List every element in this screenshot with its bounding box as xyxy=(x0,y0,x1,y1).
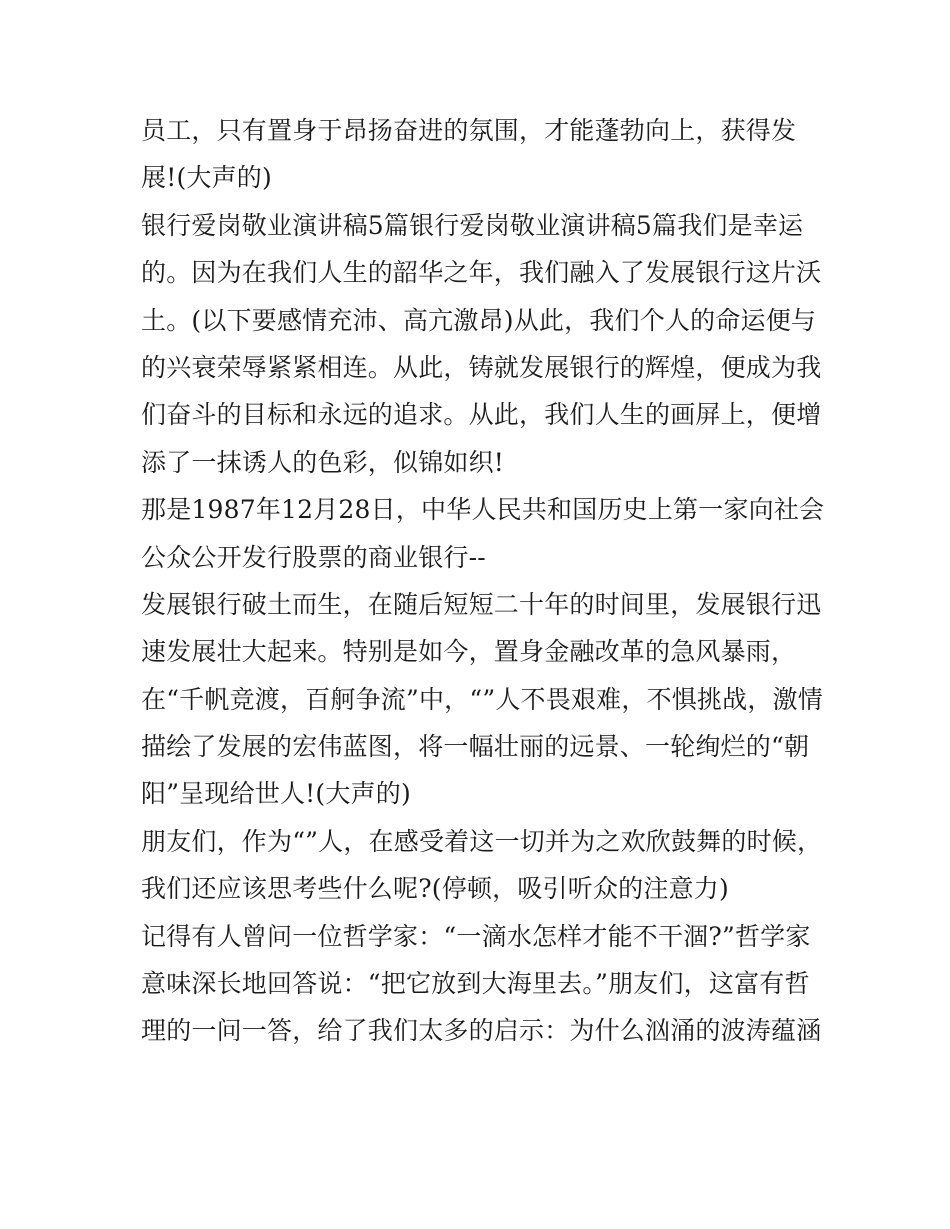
text-line: 公众公开发行股票的商业银行-- xyxy=(141,542,486,572)
text-line: 们奋斗的目标和永远的追求。从此，我们人生的画屏上，便增 xyxy=(141,400,822,430)
text-line: 那是1987年12月28日，中华人民共和国历史上第一家向社会 xyxy=(141,495,825,525)
text-line: 的兴衰荣辱紧紧相连。从此，铸就发展银行的辉煌，便成为我 xyxy=(141,352,822,382)
text-line: 朋友们，作为“”人，在感受着这一切并为之欢欣鼓舞的时候， xyxy=(141,826,823,856)
text-line: 在“千帆竞渡，百舸争流”中，“”人不畏艰难，不惧挑战，激情 xyxy=(141,684,823,714)
text-line: 添了一抹诱人的色彩，似锦如织! xyxy=(141,447,505,477)
text-line: 记得有人曾问一位哲学家：“一滴水怎样才能不干涸?”哲学家 xyxy=(141,921,811,951)
text-line: 理的一问一答，给了我们太多的启示：为什么汹涌的波涛蕴涵 xyxy=(141,1016,822,1046)
text-line: 的。因为在我们人生的韶华之年，我们融入了发展银行这片沃 xyxy=(141,258,822,288)
text-line: 阳”呈现给世人!(大声的) xyxy=(141,779,411,809)
text-line: 描绘了发展的宏伟蓝图，将一幅壮丽的远景、一轮绚烂的“朝 xyxy=(141,732,810,762)
text-line: 我们还应该思考些什么呢?(停顿，吸引听众的注意力) xyxy=(141,874,729,904)
text-line: 土。(以下要感情充沛、高亢激昂)从此，我们个人的命运便与 xyxy=(141,305,817,335)
text-line: 意味深长地回答说：“把它放到大海里去。”朋友们，这富有哲 xyxy=(141,969,810,999)
speech-text-body xyxy=(141,107,825,1055)
text-line: 员工，只有置身于昂扬奋进的氛围，才能蓬勃向上，获得发 xyxy=(141,116,797,145)
text-line: 发展银行破土而生，在随后短短二十年的时间里，发展银行迅 xyxy=(141,589,822,619)
text-line: 展!(大声的) xyxy=(141,163,272,193)
text-line: 速发展壮大起来。特别是如今，置身金融改革的急风暴雨， xyxy=(141,637,797,667)
text-line: 银行爱岗敬业演讲稿5篇银行爱岗敬业演讲稿5篇我们是幸运 xyxy=(141,210,804,240)
